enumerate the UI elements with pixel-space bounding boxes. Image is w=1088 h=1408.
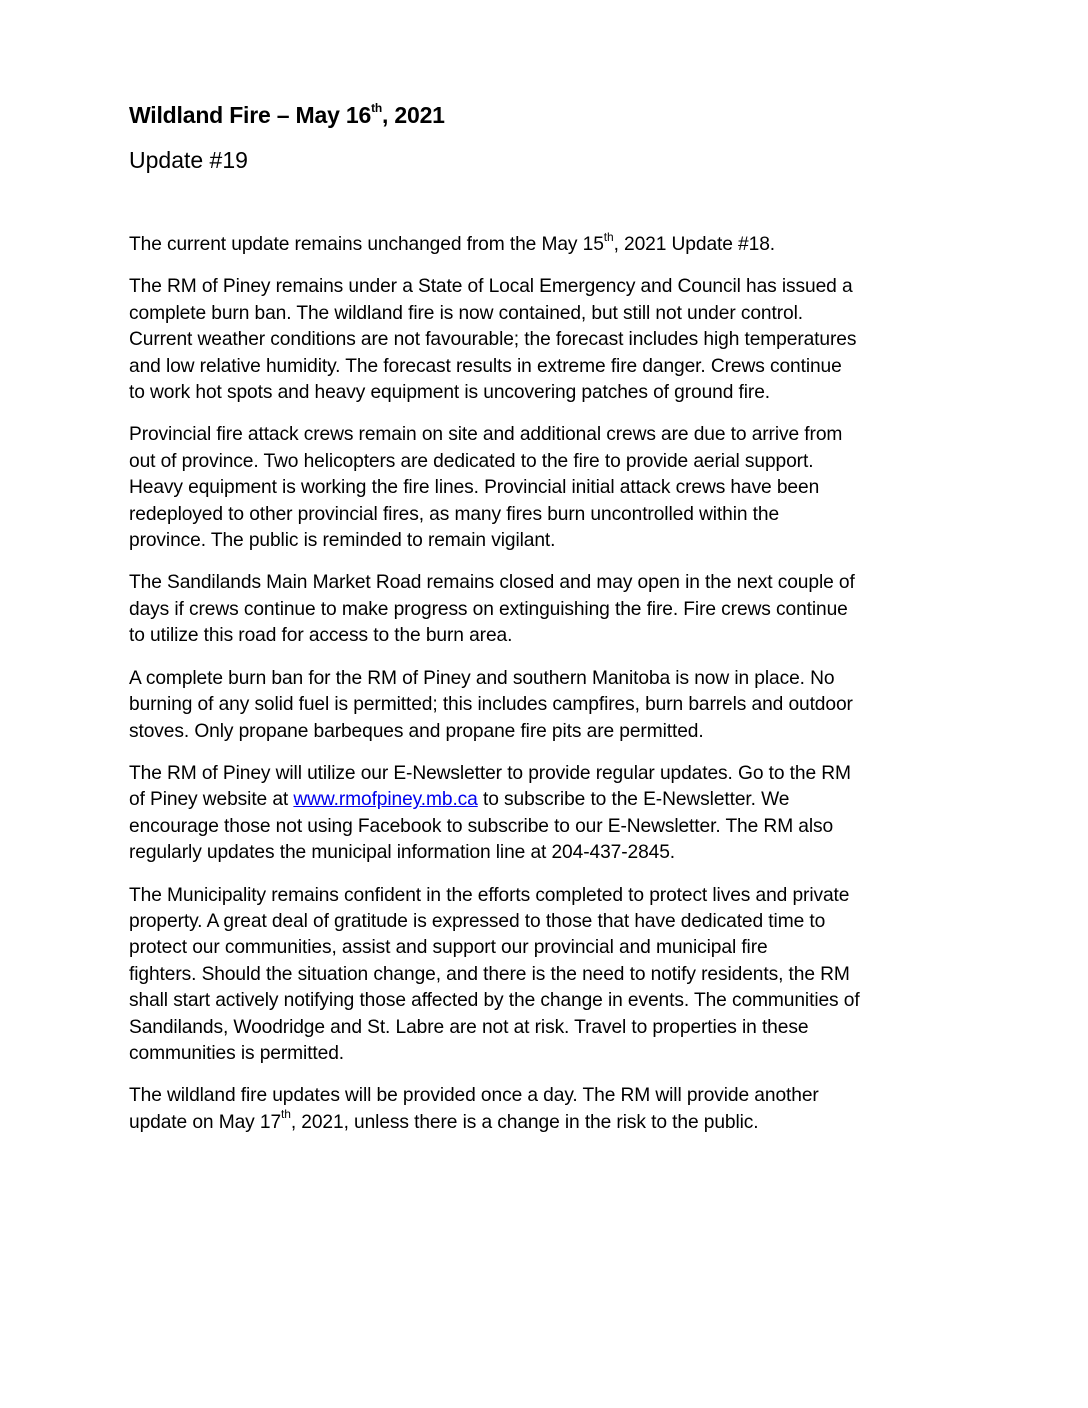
paragraph-line: The RM of Piney remains under a State of Local Emergency and Council has issued a (129, 276, 853, 298)
paragraph-line (129, 787, 969, 813)
document-body (129, 229, 969, 1152)
paragraph-line: regularly updates the municipal information line at 204-437-2845. (129, 842, 676, 864)
paragraph-line: Heavy equipment is working the fire lines. Provincial initial attack crews have been (129, 477, 820, 499)
paragraph-line: communities is permitted. (129, 1042, 345, 1064)
paragraph-line: to utilize this road for access to the burn area. (129, 625, 513, 647)
paragraph-line: and low relative humidity. The forecast results in extreme fire danger. Crews continue (129, 355, 842, 377)
ordinal-suffix: th (603, 229, 614, 244)
paragraph-crews (129, 422, 969, 554)
paragraph-line: shall start actively notifying those affected by the change in events. The communities of (129, 990, 860, 1012)
paragraph-line: fighters. Should the situation change, and there is the need to notify residents, the RM (129, 963, 850, 985)
paragraph-line: The RM of Piney will utilize our E-Newsletter to provide regular updates. Go to the RM (129, 762, 851, 784)
text-span: update on May 17 (129, 1111, 282, 1133)
paragraph-line: The Sandilands Main Market Road remains closed and may open in the next couple of (129, 572, 855, 594)
paragraph-line: days if crews continue to make progress on extinguishing the fire. Fire crews continue (129, 598, 848, 620)
paragraph-line: The Municipality remains confident in the efforts completed to protect lives and private (129, 884, 850, 906)
paragraph-line: to work hot spots and heavy equipment is uncovering patches of ground fire. (129, 382, 770, 404)
paragraph-line: protect our communities, assist and support our provincial and municipal fire (129, 937, 768, 959)
text-span: The current update remains unchanged from the May 15 (129, 234, 604, 255)
paragraph-line: complete burn ban. The wildland fire is now contained, but still not under control. (129, 302, 803, 324)
title-ordinal-suffix: th (371, 101, 383, 116)
paragraph-line: stoves. Only propane barbeques and propane fire pits are permitted. (129, 720, 704, 742)
paragraph-line: Provincial fire attack crews remain on site and additional crews are due to arrive from (129, 424, 843, 446)
paragraph-emergency (129, 274, 969, 406)
text-span: of Piney website at (129, 789, 294, 811)
paragraph-line: A complete burn ban for the RM of Piney and southern Manitoba is now in place. No (129, 667, 835, 689)
document-title (129, 100, 445, 130)
paragraph-line (129, 1107, 969, 1136)
paragraph-line (129, 229, 969, 258)
paragraph-newsletter (129, 761, 969, 867)
paragraph-line: Sandilands, Woodridge and St. Labre are not at risk. Travel to properties in these (129, 1016, 809, 1038)
paragraph-burn-ban (129, 666, 969, 745)
paragraph-status (129, 229, 969, 258)
website-link[interactable]: www.rmofpiney.mb.ca (293, 789, 478, 811)
text-span: , 2021, unless there is a change in the risk to the public. (290, 1111, 759, 1133)
paragraph-line: property. A great deal of gratitude is expressed to those that have dedicated time to (129, 910, 826, 932)
paragraph-line: province. The public is reminded to remain vigilant. (129, 530, 556, 552)
paragraph-road-closure (129, 570, 969, 649)
title-text: Wildland Fire – May 16 (129, 102, 372, 128)
paragraph-line: burning of any solid fuel is permitted; this includes campfires, burn barrels and outdoor (129, 694, 853, 716)
paragraph-line: out of province. Two helicopters are dedicated to the fire to provide aerial support. (129, 450, 814, 472)
text-span: , 2021 Update #18. (613, 234, 776, 255)
paragraph-next-update (129, 1083, 969, 1136)
paragraph-line: Current weather conditions are not favourable; the forecast includes high temperatures (129, 329, 857, 351)
ordinal-suffix: th (281, 1107, 291, 1122)
paragraph-line: The wildland fire updates will be provided once a day. The RM will provide another (129, 1085, 819, 1107)
paragraph-line: redeployed to other provincial fires, as many fires burn uncontrolled within the (129, 503, 780, 525)
update-number: Update #19 (129, 147, 248, 173)
text-span: to subscribe to the E-Newsletter. We (477, 789, 790, 811)
title-year: , 2021 (382, 102, 445, 128)
paragraph-line: encourage those not using Facebook to subscribe to our E-Newsletter. The RM also (129, 815, 834, 837)
paragraph-gratitude (129, 883, 969, 1068)
